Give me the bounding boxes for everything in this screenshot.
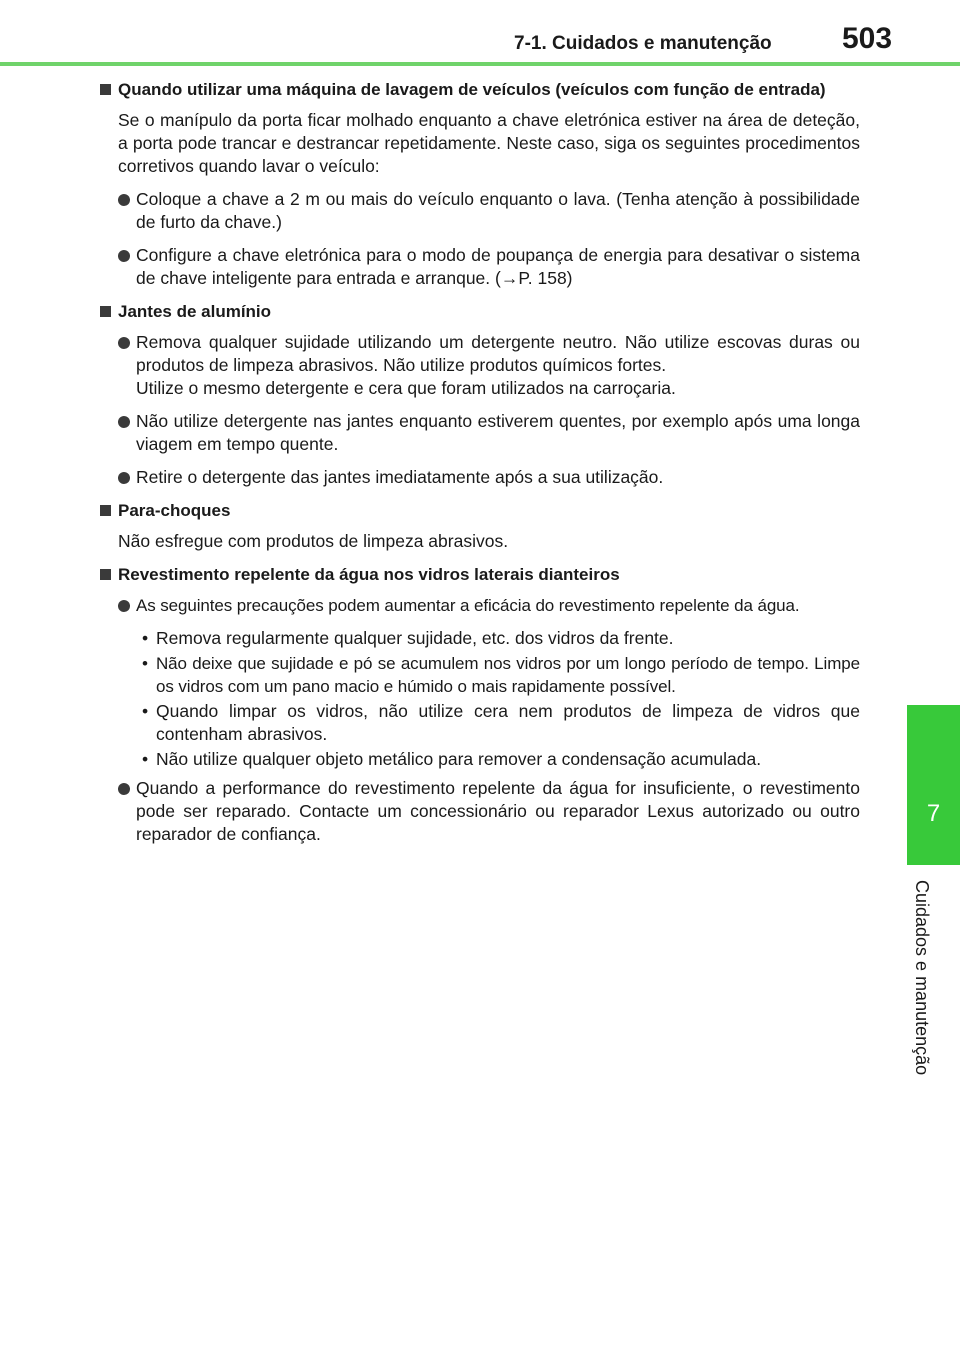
list-item-text: Não utilize detergente nas jantes enquanto estiverem quentes, por exemplo após uma longa viagem em tempo quente. bbox=[136, 411, 860, 454]
heading-text: Revestimento repelente da água nos vidros laterais dianteiros bbox=[118, 565, 620, 584]
round-bullet-icon bbox=[118, 250, 130, 262]
square-bullet-icon bbox=[100, 84, 111, 95]
section-heading bbox=[96, 78, 860, 101]
heading-text: Jantes de alumínio bbox=[118, 302, 272, 321]
list-item-text: Retire o detergente das jantes imediatamente após a sua utilização. bbox=[136, 467, 664, 487]
sub-list bbox=[96, 627, 860, 771]
list-item bbox=[118, 331, 860, 400]
page-content bbox=[96, 78, 860, 856]
list-item-text: Quando a performance do revestimento repelente da água for insuficiente, o revestimento pode ser reparado. Contacte um concessionário ou reparador Lexus autorizado ou outro reparador de confiança. bbox=[136, 778, 860, 844]
page-header bbox=[0, 0, 960, 62]
square-bullet-icon bbox=[100, 569, 111, 580]
sub-list-item bbox=[136, 652, 860, 698]
page-number: 503 bbox=[842, 22, 893, 55]
list-item bbox=[118, 466, 860, 489]
list-item bbox=[118, 188, 860, 234]
paragraph: Não esfregue com produtos de limpeza abrasivos. bbox=[118, 531, 509, 551]
section-heading bbox=[96, 499, 860, 522]
round-bullet-icon bbox=[118, 337, 130, 349]
chapter-tab bbox=[907, 705, 960, 865]
list-item-text-extra: Utilize o mesmo detergente e cera que foram utilizados na carroçaria. bbox=[136, 378, 676, 398]
round-bullet-icon bbox=[118, 472, 130, 484]
list-item-text: Remova qualquer sujidade utilizando um detergente neutro. Não utilize escovas duras ou produtos de limpeza abrasivos. Não utilize produtos químicos fortes. bbox=[136, 332, 860, 375]
list-item-text: Coloque a chave a 2 m ou mais do veículo enquanto o lava. (Tenha atenção à possibilidade de furto da chave.) bbox=[136, 189, 860, 232]
chapter-number: 7 bbox=[926, 800, 941, 827]
round-bullet-icon bbox=[118, 416, 130, 428]
section-heading bbox=[96, 563, 860, 586]
heading-text: Para-choques bbox=[118, 501, 231, 520]
sub-list-item-text: Não utilize qualquer objeto metálico para remover a condensação acumulada. bbox=[156, 749, 762, 769]
sub-list-item-text: Remova regularmente qualquer sujidade, etc. dos vidros da frente. bbox=[156, 628, 674, 648]
chapter-side-label-text: Cuidados e manutenção bbox=[912, 880, 932, 1076]
round-bullet-icon bbox=[118, 600, 130, 612]
sub-bullet-marker: • bbox=[142, 701, 149, 721]
heading-text: Quando utilizar uma máquina de lavagem de veículos (veículos com função de entrada) bbox=[118, 80, 826, 99]
paragraph: Se o manípulo da porta ficar molhado enquanto a chave eletrónica estiver na área de deteção, a porta pode trancar e destrancar repetidamente. Neste caso, siga os seguintes procedimentos corretivos quando lavar o veículo: bbox=[118, 110, 860, 176]
round-bullet-icon bbox=[118, 194, 130, 206]
sub-list-item-text: Quando limpar os vidros, não utilize cera nem produtos de limpeza de vidros que contenham abrasivos. bbox=[156, 701, 860, 744]
square-bullet-icon bbox=[100, 505, 111, 516]
sub-bullet-marker: • bbox=[142, 749, 149, 769]
section-heading bbox=[96, 300, 860, 323]
section-title: 7-1. Cuidados e manutenção bbox=[514, 33, 772, 54]
sub-list-item bbox=[136, 627, 860, 650]
list-item-text: As seguintes precauções podem aumentar a eficácia do revestimento repelente da água. bbox=[136, 596, 800, 615]
list-item bbox=[118, 244, 860, 290]
sub-list-item bbox=[136, 748, 860, 771]
chapter-side-label bbox=[911, 880, 939, 1100]
list-item bbox=[118, 410, 860, 456]
header-rule bbox=[0, 62, 960, 66]
list-item bbox=[118, 777, 860, 846]
list-item bbox=[118, 594, 860, 617]
sub-bullet-marker: • bbox=[142, 628, 149, 648]
sub-list-item bbox=[136, 700, 860, 746]
square-bullet-icon bbox=[100, 306, 111, 317]
sub-bullet-marker: • bbox=[142, 654, 148, 673]
round-bullet-icon bbox=[118, 783, 130, 795]
list-item-text: Configure a chave eletrónica para o modo de poupança de energia para desativar o sistema de chave inteligente para entrada e arranque. (→P. 158) bbox=[136, 245, 860, 288]
sub-list-item-text: Não deixe que sujidade e pó se acumulem nos vidros por um longo período de tempo. Limpe os vidros com um pano macio e húmido o mais rapidamente possível. bbox=[156, 654, 860, 696]
